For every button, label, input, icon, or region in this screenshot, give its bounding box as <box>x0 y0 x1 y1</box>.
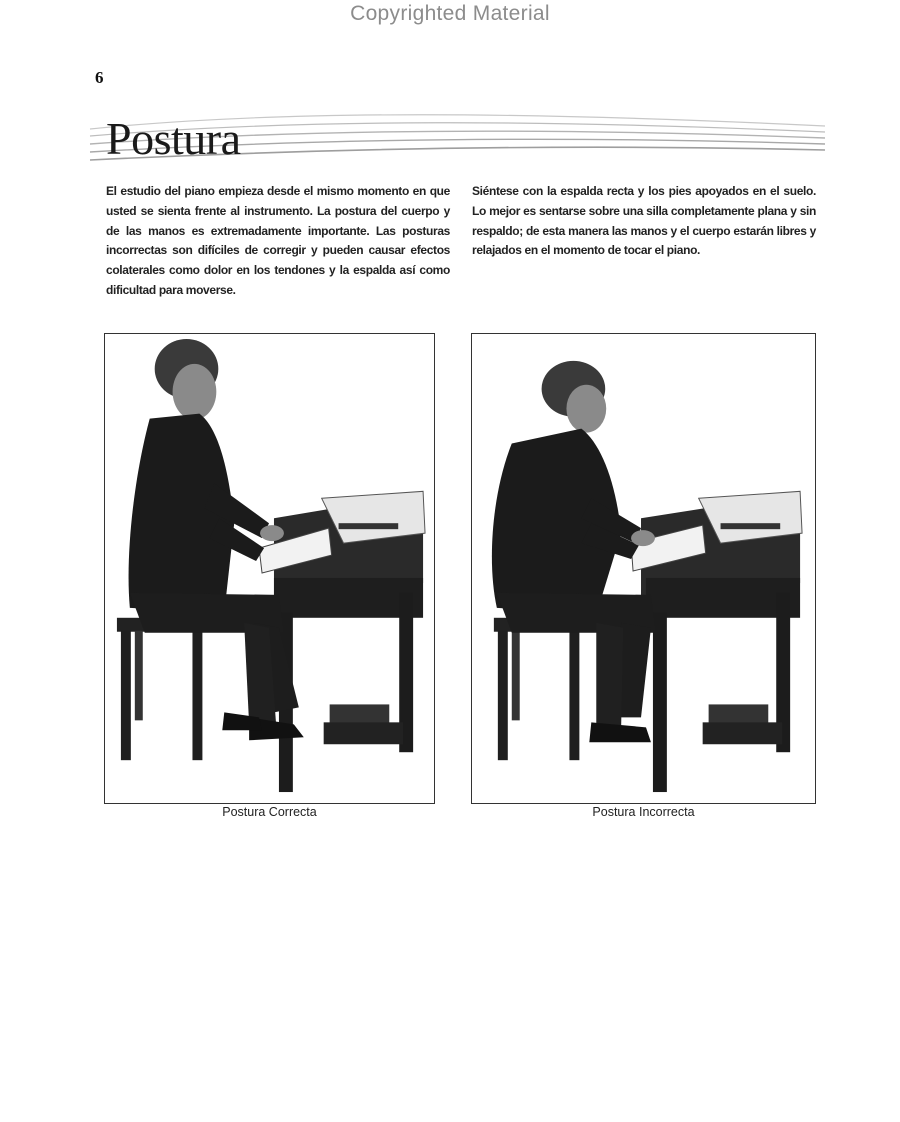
page-number: 6 <box>95 68 104 87</box>
incorrect-posture-photo <box>471 333 816 804</box>
page-title: Postura <box>106 113 241 164</box>
copyright-watermark: Copyrighted Material <box>350 2 550 25</box>
correct-posture-photo <box>104 333 435 804</box>
figure-caption-incorrect: Postura Incorrecta <box>592 805 695 819</box>
figure-caption-correct: Postura Correcta <box>222 805 317 819</box>
instruction-paragraph: Siéntese con la espalda recta y los pies apoyados en el suelo. Lo mejor es sentarse sobre una silla completamente plana y sin respaldo; de esta manera las manos y el cuerpo estarán libres y relajados en el momento de tocar el piano. <box>472 184 816 258</box>
intro-paragraph: El estudio del piano empieza desde el mismo momento en que usted se sienta frente al instrumento. La postura del cuerpo y de las manos es extremadamente importante. Las posturas incorrectas son difíciles de corregir y pueden causar efectos colaterales como dolor en los tendones y la espalda así como dificultad para moverse. <box>106 184 450 297</box>
